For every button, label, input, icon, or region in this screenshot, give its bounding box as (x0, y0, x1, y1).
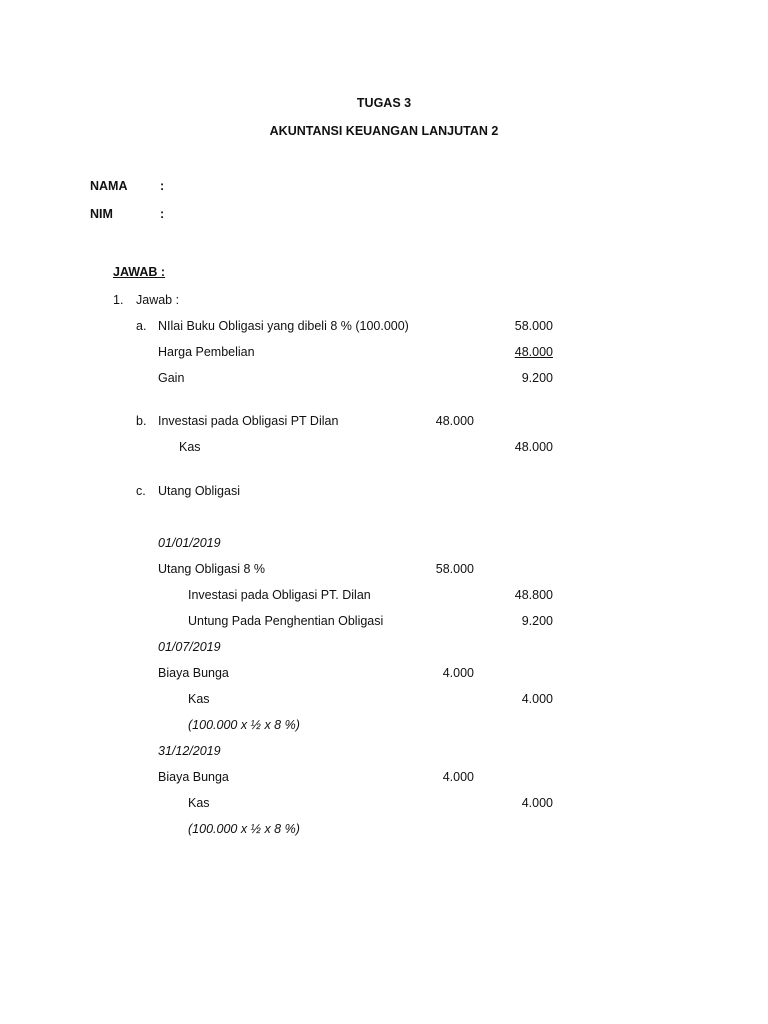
nim-label: NIM (90, 207, 113, 221)
part-a-row-credit (483, 344, 553, 360)
q1-label: Jawab : (136, 293, 180, 307)
nama-colon: : (160, 179, 165, 193)
journal-debit-label: Utang Obligasi 8 % (158, 562, 266, 576)
nim-colon: : (160, 207, 165, 221)
document-title: TUGAS 3 (356, 96, 412, 110)
journal-date: 31/12/2019 (158, 744, 221, 758)
part-a-letter: a. (136, 319, 147, 333)
journal-credit-label: Kas (188, 692, 210, 706)
q1-number: 1. (113, 293, 124, 307)
part-a-row-credit: 58.000 (514, 319, 553, 333)
nama-label: NAMA (90, 179, 128, 193)
part-b-letter: b. (136, 414, 147, 428)
journal-credit-label: Kas (188, 796, 210, 810)
journal-date: 01/07/2019 (158, 640, 221, 654)
journal-debit-value: 4.000 (442, 770, 474, 784)
part-c-letter: c. (136, 484, 146, 498)
part-b-row-label: Kas (179, 440, 201, 454)
document-subtitle: AKUNTANSI KEUANGAN LANJUTAN 2 (269, 124, 499, 138)
journal-debit-value: 4.000 (442, 666, 474, 680)
journal-credit-value: 4.000 (521, 796, 553, 810)
part-b-row-debit: 48.000 (435, 414, 474, 428)
journal-debit-label: Biaya Bunga (158, 770, 229, 784)
jawab-heading: JAWAB : (113, 265, 166, 279)
part-c-label: Utang Obligasi (158, 484, 240, 498)
journal-note: (100.000 x ½ x 8 %) (188, 718, 300, 732)
journal-credit-value: 4.000 (521, 692, 553, 706)
journal-date: 01/01/2019 (158, 536, 221, 550)
journal-debit-value: 58.000 (435, 562, 474, 576)
journal-debit-label: Biaya Bunga (158, 666, 229, 680)
part-a-row-label: NIlai Buku Obligasi yang dibeli 8 % (100.000) (158, 319, 409, 333)
part-a-row-label: Harga Pembelian (158, 345, 255, 359)
part-a-row-label: Gain (158, 371, 185, 385)
journal-credit-label: Investasi pada Obligasi PT. Dilan (188, 588, 371, 602)
journal-note: (100.000 x ½ x 8 %) (188, 822, 300, 836)
underlined-amount: 48.000 (514, 345, 553, 359)
part-b-row-credit: 48.000 (514, 440, 553, 454)
journal-credit-label: Untung Pada Penghentian Obligasi (188, 614, 384, 628)
journal-credit-value: 9.200 (521, 614, 553, 628)
journal-credit-value: 48.800 (514, 588, 553, 602)
part-a-row-credit: 9.200 (521, 371, 553, 385)
part-b-row-label: Investasi pada Obligasi PT Dilan (158, 414, 339, 428)
